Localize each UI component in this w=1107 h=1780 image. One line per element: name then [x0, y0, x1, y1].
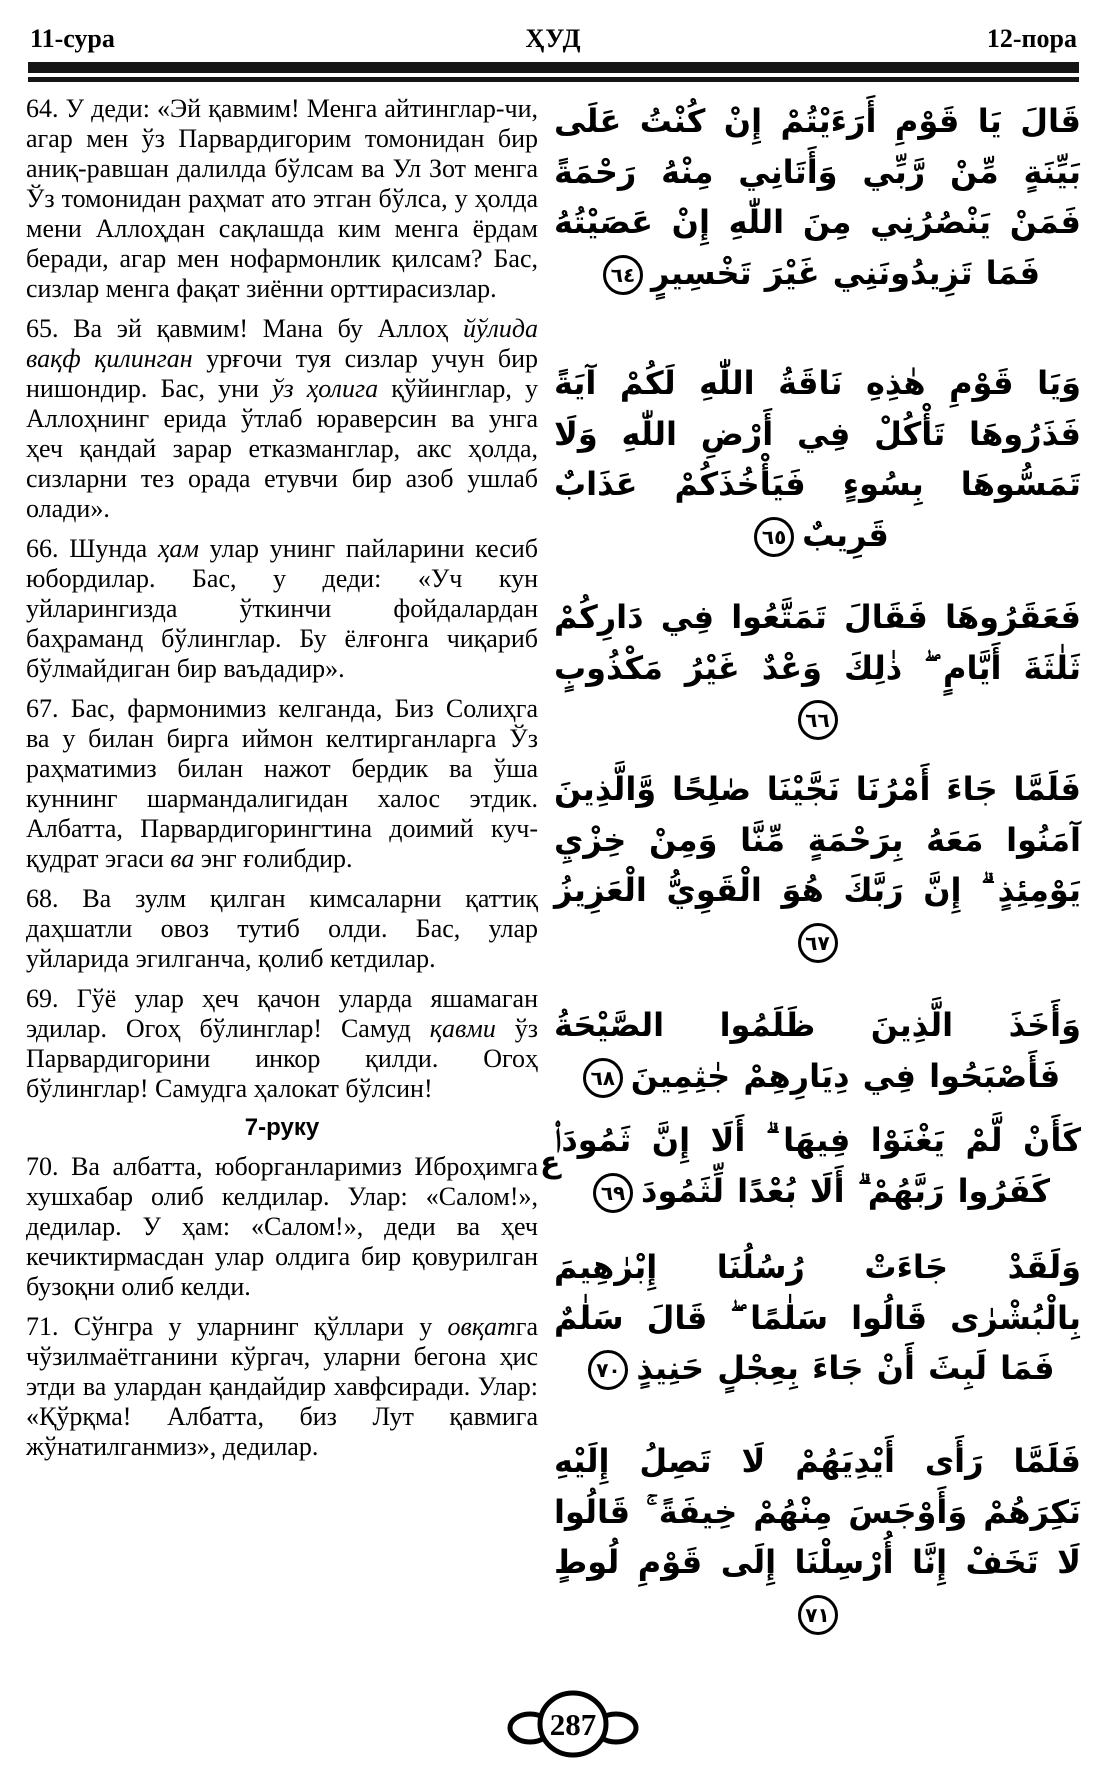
verse-69-arabic	[540, 1115, 1081, 1216]
arabic-text: فَلَمَّا رَأَى أَيْدِيَهُمْ لَا تَصِلُ إِلَيْهِ نَكِرَهُمْ وَأَوْجَسَ مِنْهُمْ خِيفَةً ۚ قَالُوا لَا تَخَفْ إِنَّا أُرْسِلْنَا إِلَى قَوْمِ لُوطٍ	[554, 1442, 1081, 1582]
ayah-number-badge: ٧٠	[588, 1350, 628, 1390]
ayah-number-badge: ٦٧	[798, 923, 838, 963]
ayah-number-badge: ٦٩	[593, 1173, 633, 1213]
verse-69-translation: 69. Гўё улар ҳеч қачон уларда яшамаган эдилар. Огоҳ бўлинглар! Самуд қавми ўз Парвардигорини инкор қилди. Огоҳ бўлинглар! Самудга ҳалокат бўлсин!	[26, 984, 538, 1103]
ruku-margin-marker: ع	[540, 1145, 561, 1181]
verse-64-arabic	[554, 96, 1081, 298]
arabic-text: قَالَ يَا قَوْمِ أَرَءَيْتُمْ إِنْ كُنْتُ عَلَى بَيِّنَةٍ مِّنْ رَّبِّي وَأَتَانِي مِنْهُ رَحْمَةً فَمَنْ يَنْصُرُنِي مِنَ اللّٰهِ إِنْ عَصَيْتُهُ فَمَا تَزِيدُونَنِي غَيْرَ تَخْسِيرٍ	[554, 102, 1081, 292]
arabic-text: فَعَقَرُوهَا فَقَالَ تَمَتَّعُوا فِي دَارِكُمْ ثَلٰثَةَ أَيَّامٍ ۖ ذٰلِكَ وَعْدٌ غَيْرُ مَكْذُوبٍ	[554, 598, 1081, 687]
juz-number-label: 12-пора	[986, 24, 1077, 53]
page-content	[0, 82, 1107, 1638]
verse-65-translation: 65. Ва эй қавмим! Мана бу Аллоҳ йўлида вақф қилинган урғочи туя сизлар учун бир нишондир. Бас, уни ўз ҳолига қўйинглар, у Аллоҳнинг ерида ўтлаб юраверсин ва унга ҳеч қандай зарар етказманглар, акс ҳолда, сизларни тез орада етувчи бир азоб ушлаб олади».	[26, 314, 539, 523]
surah-number-label: 11-сура	[30, 24, 115, 53]
ayah-number-badge: ٧١	[798, 1595, 838, 1635]
ayah-number-badge: ٦٥	[754, 517, 794, 557]
arabic-text: وَيَا قَوْمِ هٰذِهِ نَاقَةُ اللّٰهِ لَكُمْ آيَةً فَذَرُوهَا تَأْكُلْ فِي أَرْضِ اللّٰهِ وَلَا تَمَسُّوهَا بِسُوءٍ فَيَأْخُذَكُمْ عَذَابٌ قَرِيبٌ	[554, 364, 1081, 554]
verse-65-arabic	[554, 358, 1081, 560]
ayah-number-badge: ٦٨	[583, 1058, 623, 1098]
verse-67-arabic	[554, 764, 1081, 966]
verse-68-translation: 68. Ва зулм қилган кимсаларни қаттиқ даҳшатли овоз тутиб олди. Бас, улар уйларида эгилганча, қолиб кетдилар.	[26, 884, 538, 973]
verse-68-arabic	[554, 1000, 1081, 1101]
arabic-text: فَلَمَّا جَاءَ أَمْرُنَا نَجَّيْنَا صٰلِحًا وَّالَّذِينَ آمَنُوا مَعَهُ بِرَحْمَةٍ مِّنَّا وَمِنْ خِزْيِ يَوْمِئِذٍ ۗ إِنَّ رَبَّكَ هُوَ الْقَوِيُّ الْعَزِيزُ	[554, 770, 1081, 910]
verse-70-arabic	[554, 1242, 1081, 1394]
verse-70-translation: 70. Ва албатта, юборганларимиз Иброҳимга хушхабар олиб келдилар. Улар: «Салом!», дедилар. У ҳам: «Салом!», деди ва ҳеч кечиктирмасдан улар олдига бир қовурилган бузоқни олиб келди.	[26, 1152, 538, 1301]
arabic-text: وَأَخَذَ الَّذِينَ ظَلَمُوا الصَّيْحَةُ فَأَصْبَحُوا فِي دِيَارِهِمْ جٰثِمِينَ	[554, 1006, 1081, 1095]
ayah-number-badge: ٦٦	[798, 700, 838, 740]
arabic-column	[540, 94, 1081, 1638]
ruku-heading: 7-руку	[244, 1114, 320, 1141]
arabic-text: كَأَنْ لَّمْ يَغْنَوْا فِيهَا ۗ أَلَا إِنَّ ثَمُودَا۟ كَفَرُوا رَبَّهُمْ ۗ أَلَا بُعْدًا لِّثَمُودَ	[554, 1121, 1081, 1210]
translation-column	[26, 94, 538, 1472]
verse-67-translation: 67. Бас, фармонимиз келганда, Биз Солиҳга ва у билан бирга иймон келтирганларга Ўз раҳматимиз билан нажот бердик ва ўша куннинг шармандалигидан халос этдик. Албатта, Парвардигорингтина доимий куч-қудрат эгаси ва энг ғолибдир.	[26, 694, 538, 873]
ayah-number-badge: ٦٤	[603, 255, 643, 295]
verse-71-translation: 71. Сўнгра у уларнинг қўллари у овқатга чўзилмаётганини кўргач, уларни бегона ҳис этди ва улардан қандайдир хавфсиради. Улар: «Қўрқма! Албатта, биз Лут қавмига жўнатилганмиз», дедилар.	[26, 1312, 538, 1461]
page-header	[30, 24, 1077, 58]
arabic-text: وَلَقَدْ جَاءَتْ رُسُلُنَا إِبْرٰهِيمَ بِالْبُشْرٰى قَالُوا سَلٰمًا ۖ قَالَ سَلٰمٌ فَمَا لَبِثَ أَنْ جَاءَ بِعِجْلٍ حَنِيذٍ	[554, 1248, 1081, 1388]
page-number-cloud	[505, 1682, 641, 1768]
verse-66-arabic	[554, 592, 1081, 744]
header-double-rule	[28, 62, 1079, 82]
verse-71-arabic	[554, 1436, 1081, 1638]
verse-66-translation: 66. Шунда ҳам улар унинг пайларини кесиб юбордилар. Бас, у деди: «Уч кун уйларингизда ўткинчи фойдалардан баҳраманд бўлинглар. Бу ёлғонга чиқариб бўлмайдиган бир ваъдадир».	[26, 534, 538, 683]
verse-64-translation: 64. У деди: «Эй қавмим! Менга айтинглар-чи, агар мен ўз Парвардигорим томонидан бир аниқ-равшан далилда бўлсам ва Ул Зот менга Ўз томонидан раҳмат ато этган бўлса, у ҳолда мени Аллоҳдан сақлашда ким менга ёрдам беради, агар мен нофармонлик қилсам? Бас, сизлар менга фақат зиённи орттирасизлар.	[26, 94, 538, 303]
surah-title: ҲУД	[525, 24, 582, 53]
page-number: 287	[549, 1707, 597, 1742]
